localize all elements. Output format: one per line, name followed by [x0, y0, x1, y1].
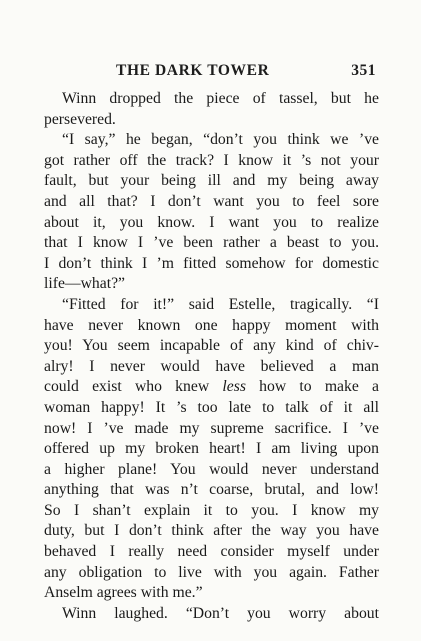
text-line: about it, you know. I want you to realize — [44, 213, 379, 231]
text-line: fault, but your being ill and my being away — [44, 172, 379, 190]
text-line: So I shan’t explain it to you. I know my — [44, 501, 379, 519]
text-line: and all that? I don’t want you to feel sore — [44, 192, 379, 210]
text-line: you! You seem incapable of any kind of chiv- — [44, 337, 379, 355]
text-line: duty, but I don’t think after the way you have — [44, 522, 379, 540]
page-header — [60, 62, 376, 84]
body-text — [44, 89, 379, 624]
text-line: I don’t think I ’m fitted somehow for domestic — [44, 254, 379, 272]
text-line: offered up my broken heart! I am living upon — [44, 440, 379, 458]
text-segment: could exist who knew — [44, 378, 223, 396]
text-line: persevered. — [44, 110, 116, 128]
text-line: that I know I ’ve been rather a beast to you. — [44, 234, 379, 252]
text-line: anything that was n’t coarse, brutal, and low! — [44, 481, 379, 499]
page-number: 351 — [351, 62, 376, 79]
emphasis-word: less — [222, 378, 246, 396]
text-line: now! I ’ve made my supreme sacrifice. I ’ve — [44, 419, 379, 437]
text-line: alry! I never would have believed a man — [44, 357, 379, 375]
text-line: “Fitted for it!” said Estelle, tragically. “I — [62, 295, 379, 313]
text-line: Winn dropped the piece of tassel, but he — [62, 90, 379, 107]
text-line: a higher plane! You would never understand — [44, 460, 379, 478]
text-line: Anselm agrees with me.” — [44, 584, 203, 602]
text-line: any obligation to live with you again. Father — [44, 563, 379, 581]
text-line: have never known one happy moment with — [44, 316, 379, 334]
text-line: behaved I really need consider myself under — [44, 543, 379, 561]
text-line: life—what?” — [44, 275, 126, 293]
text-line: Winn laughed. “Don’t you worry about — [62, 604, 379, 622]
text-line: “I say,” he began, “don’t you think we ’ve — [62, 131, 379, 149]
text-line: got rather off the track? I know it ’s not your — [44, 151, 379, 169]
text-line — [44, 377, 379, 398]
running-head: THE DARK TOWER — [116, 62, 270, 79]
text-segment: how to make a — [245, 378, 380, 396]
text-line: woman happy! It ’s too late to talk of it all — [44, 398, 379, 416]
